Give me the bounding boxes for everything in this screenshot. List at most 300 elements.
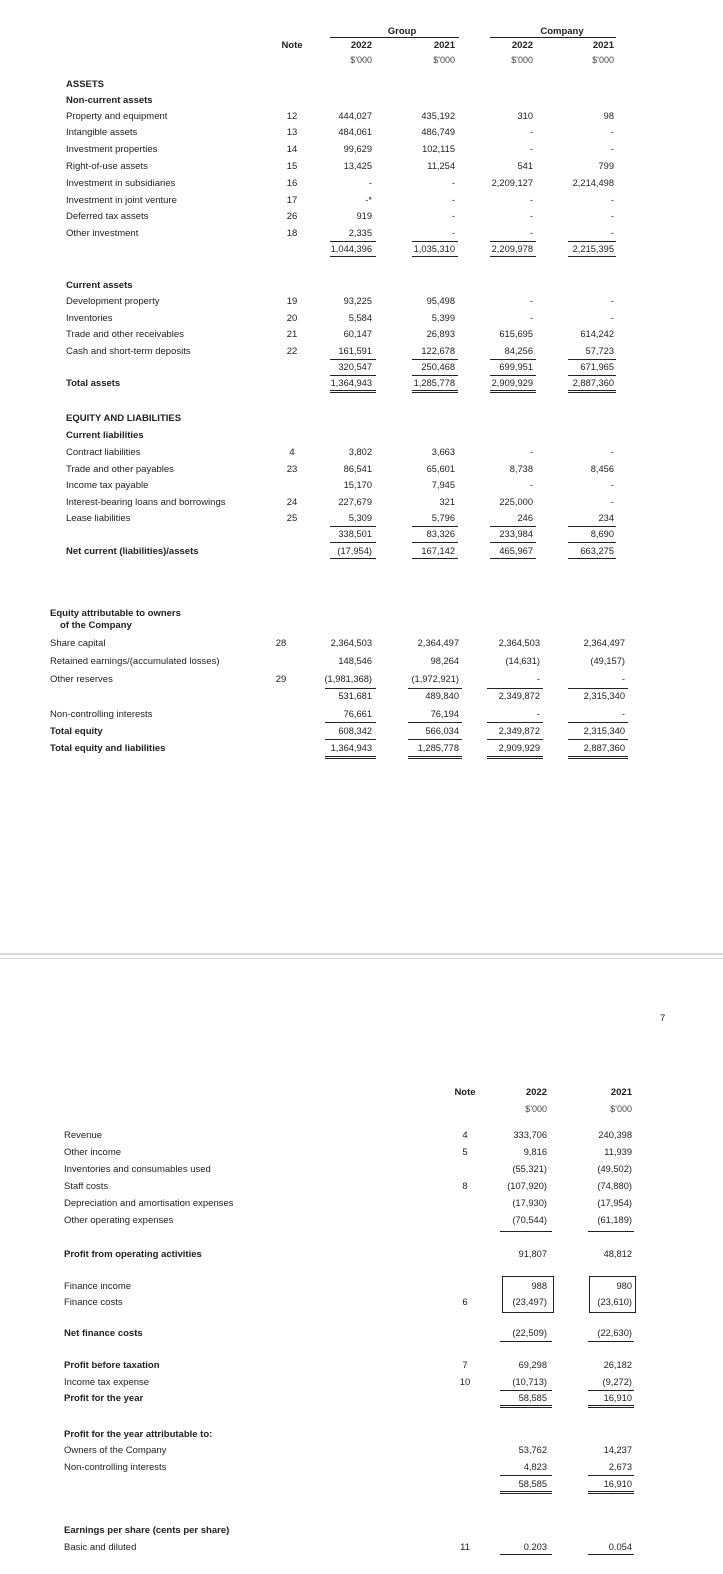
value-cell: 76,661 xyxy=(343,709,372,719)
total-cell: 26,182 xyxy=(603,1360,632,1370)
subtotal-rule xyxy=(490,241,536,242)
value-cell: - xyxy=(529,228,533,238)
value-cell: - xyxy=(610,296,614,306)
row-label: Total equity xyxy=(50,726,103,737)
unit-label: $'000 xyxy=(592,55,614,65)
subtotal-rule xyxy=(588,1231,634,1232)
year-header: 2021 xyxy=(592,40,614,51)
row-label: Other investment xyxy=(66,228,139,239)
total-rule xyxy=(490,392,536,393)
note-ref: 11 xyxy=(460,1542,470,1553)
row-label: Lease liabilities xyxy=(66,513,131,524)
subtotal-rule xyxy=(568,359,616,360)
total-rule xyxy=(487,758,543,759)
value-cell: (1,972,921) xyxy=(411,674,459,684)
total-cell: 58,585 xyxy=(518,1393,547,1403)
value-cell: - xyxy=(451,228,455,238)
value-cell: 4,823 xyxy=(523,1462,547,1472)
note-ref: 10 xyxy=(459,1377,471,1388)
note-header: Note xyxy=(454,1087,476,1098)
year-header: 2022 xyxy=(511,40,533,51)
subtotal-rule xyxy=(490,359,536,360)
subtotal-rule xyxy=(500,1231,552,1232)
value-cell: 615,695 xyxy=(499,329,533,339)
value-cell: 3,802 xyxy=(348,447,372,457)
row-label: Net current (liabilities)/assets xyxy=(66,546,199,557)
subtotal-rule xyxy=(330,375,376,376)
value-cell: 3,663 xyxy=(431,447,455,457)
value-cell: (74,880) xyxy=(597,1181,632,1191)
value-cell: 2,364,497 xyxy=(417,638,459,648)
row-label: Trade and other receivables xyxy=(66,329,184,340)
value-cell: 225,000 xyxy=(499,497,533,507)
note-ref: 23 xyxy=(286,464,298,475)
total-rule xyxy=(568,758,628,759)
subtotal-rule xyxy=(490,256,536,257)
value-cell: (23,610) xyxy=(597,1297,632,1307)
total-cell: 1,285,778 xyxy=(413,378,455,388)
value-cell: 310 xyxy=(517,111,533,121)
subtotal-rule xyxy=(568,722,628,723)
value-cell: -* xyxy=(365,195,372,205)
value-cell: 435,192 xyxy=(421,111,455,121)
section-heading: Equity attributable to owners xyxy=(50,608,181,619)
note-ref: 7 xyxy=(462,1360,468,1371)
total-cell: 566,034 xyxy=(425,726,459,736)
value-cell: (55,321) xyxy=(512,1164,547,1174)
note-ref: 12 xyxy=(286,111,298,122)
subtotal-rule xyxy=(408,722,462,723)
company-header-rule xyxy=(490,37,616,38)
value-cell: - xyxy=(610,144,614,154)
total-rule xyxy=(490,558,536,559)
row-label: Income tax expense xyxy=(64,1377,150,1388)
row-label: Total equity and liabilities xyxy=(50,743,166,754)
total-cell: (22,630) xyxy=(597,1328,632,1338)
value-cell: 148,546 xyxy=(338,656,372,666)
value-cell: - xyxy=(451,178,455,188)
value-cell: (49,502) xyxy=(597,1164,632,1174)
value-cell: - xyxy=(529,313,533,323)
year-header: 2021 xyxy=(610,1087,632,1098)
year-header: 2022 xyxy=(525,1087,547,1098)
value-cell: - xyxy=(529,144,533,154)
value-cell: 2,209,127 xyxy=(491,178,533,188)
total-cell: 48,812 xyxy=(603,1249,632,1259)
note-ref: 24 xyxy=(286,497,298,508)
value-cell: - xyxy=(529,480,533,490)
unit-label: $'000 xyxy=(350,55,372,65)
value-cell: 541 xyxy=(517,161,533,171)
note-ref: 25 xyxy=(286,513,298,524)
row-label: Other income xyxy=(64,1147,122,1158)
unit-label: $'000 xyxy=(433,55,455,65)
total-cell: 1,364,943 xyxy=(330,743,372,753)
note-ref: 8 xyxy=(462,1181,468,1192)
row-label: Finance costs xyxy=(64,1297,123,1308)
value-cell: 5,399 xyxy=(431,313,455,323)
total-rule xyxy=(412,390,458,391)
value-cell: 98,264 xyxy=(430,656,459,666)
total-cell: 167,142 xyxy=(421,546,455,556)
value-cell: 5,796 xyxy=(431,513,455,523)
total-rule xyxy=(408,756,462,757)
value-cell: 57,723 xyxy=(585,346,614,356)
total-cell: 1,035,310 xyxy=(413,244,455,254)
group-header-rule xyxy=(330,37,459,38)
value-cell: (14,631) xyxy=(505,656,540,666)
row-label: Basic and diluted xyxy=(64,1542,137,1553)
note-ref: 20 xyxy=(286,313,298,324)
subtotal-rule xyxy=(568,688,628,689)
subtotal-rule xyxy=(568,241,616,242)
note-ref: 18 xyxy=(286,228,298,239)
note-ref: 17 xyxy=(286,195,298,206)
subtotal-rule xyxy=(325,722,376,723)
total-cell: 16,910 xyxy=(603,1479,632,1489)
value-cell: 2,335 xyxy=(348,228,372,238)
total-rule xyxy=(500,1405,552,1406)
total-cell: 2,909,929 xyxy=(498,743,540,753)
subtotal-rule xyxy=(490,542,536,543)
value-cell: 161,591 xyxy=(338,346,372,356)
subtotal-rule xyxy=(325,739,376,740)
row-label: Development property xyxy=(66,296,160,307)
subtotal-rule xyxy=(568,526,616,527)
row-label: Inventories xyxy=(66,313,113,324)
total-rule xyxy=(568,756,628,757)
value-cell: 95,498 xyxy=(426,296,455,306)
total-rule xyxy=(500,1554,552,1555)
total-cell: 2,349,872 xyxy=(498,726,540,736)
total-rule xyxy=(408,758,462,759)
row-label: Interest-bearing loans and borrowings xyxy=(66,497,226,508)
row-label: Profit before taxation xyxy=(64,1360,160,1371)
total-rule xyxy=(588,1405,634,1406)
total-cell: 699,951 xyxy=(499,362,533,372)
total-cell: 1,285,778 xyxy=(417,743,459,753)
total-cell: 663,275 xyxy=(580,546,614,556)
subtotal-rule xyxy=(487,688,543,689)
value-cell: 2,364,497 xyxy=(583,638,625,648)
value-cell: 234 xyxy=(598,513,614,523)
value-cell: - xyxy=(610,211,614,221)
value-cell: 99,629 xyxy=(343,144,372,154)
value-cell: 333,706 xyxy=(513,1130,547,1140)
value-cell: - xyxy=(529,127,533,137)
total-rule xyxy=(568,392,616,393)
total-cell: 2,909,929 xyxy=(491,378,533,388)
value-cell: 227,679 xyxy=(338,497,372,507)
total-cell: 489,840 xyxy=(425,691,459,701)
value-cell: - xyxy=(621,709,625,719)
row-label: Investment in joint venture xyxy=(66,195,177,206)
page-number: 7 xyxy=(660,1013,666,1024)
row-label: Deferred tax assets xyxy=(66,211,149,222)
value-cell: 246 xyxy=(517,513,533,523)
row-label: Profit from operating activities xyxy=(64,1249,202,1260)
note-ref: 4 xyxy=(462,1130,468,1141)
row-label: Finance income xyxy=(64,1281,132,1292)
row-label: Total assets xyxy=(66,378,121,389)
subsection-heading: Current assets xyxy=(66,280,133,291)
value-cell: 486,749 xyxy=(421,127,455,137)
value-cell: (17,930) xyxy=(512,1198,547,1208)
subtotal-rule xyxy=(330,526,376,527)
value-cell: 980 xyxy=(616,1281,632,1291)
unit-label: $'000 xyxy=(610,1104,632,1114)
value-cell: - xyxy=(529,195,533,205)
subtotal-rule xyxy=(330,542,376,543)
section-heading: ASSETS xyxy=(66,79,105,90)
subtotal-rule xyxy=(330,256,376,257)
value-cell: 76,194 xyxy=(430,709,459,719)
total-rule xyxy=(325,756,376,757)
total-cell: 608,342 xyxy=(338,726,372,736)
subtotal-rule xyxy=(412,241,458,242)
group-header: Group xyxy=(387,26,417,37)
row-label: Investment properties xyxy=(66,144,158,155)
total-cell: 2,349,872 xyxy=(498,691,540,701)
value-cell: - xyxy=(610,447,614,457)
value-cell: 122,678 xyxy=(421,346,455,356)
value-cell: - xyxy=(610,127,614,137)
value-cell: 614,242 xyxy=(580,329,614,339)
total-cell: 671,965 xyxy=(580,362,614,372)
value-cell: 8,456 xyxy=(590,464,614,474)
row-label: Trade and other payables xyxy=(66,464,174,475)
row-label: Revenue xyxy=(64,1130,103,1141)
value-cell: 0.203 xyxy=(523,1542,547,1552)
subtotal-rule xyxy=(330,241,376,242)
value-cell: 11,254 xyxy=(427,161,455,171)
row-label: Inventories and consumables used xyxy=(64,1164,211,1175)
page-separator xyxy=(0,950,723,962)
note-ref: 13 xyxy=(286,127,298,138)
value-cell: - xyxy=(529,211,533,221)
total-rule xyxy=(412,392,458,393)
subtotal-rule xyxy=(487,739,543,740)
note-ref: 28 xyxy=(275,638,287,649)
section-heading: EQUITY AND LIABILITIES xyxy=(66,413,182,424)
total-cell: 16,910 xyxy=(603,1393,632,1403)
subtotal-rule xyxy=(568,739,628,740)
value-cell: - xyxy=(610,195,614,205)
value-cell: 5,584 xyxy=(348,313,372,323)
year-header: 2022 xyxy=(350,40,372,51)
row-label: Non-controlling interests xyxy=(64,1462,167,1473)
value-cell: 799 xyxy=(598,161,614,171)
value-cell: 444,027 xyxy=(338,111,372,121)
value-cell: (107,920) xyxy=(507,1181,547,1191)
total-cell: 2,887,360 xyxy=(572,378,614,388)
note-ref: 15 xyxy=(286,161,298,172)
subtotal-rule xyxy=(490,526,536,527)
row-label: Intangible assets xyxy=(66,127,138,138)
total-cell: (17,954) xyxy=(337,546,372,556)
value-cell: 484,061 xyxy=(338,127,372,137)
subtotal-rule xyxy=(412,375,458,376)
section-heading: of the Company xyxy=(60,620,132,631)
total-cell: 2,315,340 xyxy=(583,691,625,701)
row-label: Property and equipment xyxy=(66,111,168,122)
subtotal-rule xyxy=(325,688,376,689)
note-ref: 29 xyxy=(275,674,287,685)
subtotal-rule xyxy=(330,359,376,360)
value-cell: 2,673 xyxy=(608,1462,632,1472)
row-label: Share capital xyxy=(50,638,106,649)
total-cell: 58,585 xyxy=(518,1479,547,1489)
total-rule xyxy=(588,1407,634,1408)
note-ref: 14 xyxy=(286,144,298,155)
total-cell: 8,690 xyxy=(590,529,614,539)
row-label: Owners of the Company xyxy=(64,1445,167,1456)
value-cell: 8,738 xyxy=(509,464,533,474)
value-cell: - xyxy=(610,313,614,323)
value-cell: 321 xyxy=(439,497,455,507)
unit-label: $'000 xyxy=(511,55,533,65)
note-ref: 16 xyxy=(286,178,298,189)
total-rule xyxy=(588,1554,634,1555)
note-header: Note xyxy=(281,40,303,51)
value-cell: - xyxy=(451,211,455,221)
value-cell: 9,816 xyxy=(523,1147,547,1157)
row-label: Cash and short-term deposits xyxy=(66,346,191,357)
value-cell: - xyxy=(368,178,372,188)
row-label: Income tax payable xyxy=(66,480,149,491)
total-rule xyxy=(330,392,376,393)
value-cell: - xyxy=(451,195,455,205)
value-cell: 15,170 xyxy=(343,480,372,490)
subsection-heading: Non-current assets xyxy=(66,95,153,106)
row-label: Retained earnings/(accumulated losses) xyxy=(50,656,220,667)
value-cell: 5,309 xyxy=(348,513,372,523)
subtotal-rule xyxy=(408,739,462,740)
value-cell: 2,364,503 xyxy=(330,638,372,648)
value-cell: - xyxy=(529,296,533,306)
total-cell: 320,547 xyxy=(338,362,372,372)
subtotal-rule xyxy=(588,1475,634,1476)
note-ref: 22 xyxy=(286,346,298,357)
subtotal-rule xyxy=(487,722,543,723)
unit-label: $'000 xyxy=(525,1104,547,1114)
value-cell: 60,147 xyxy=(343,329,372,339)
subtotal-rule xyxy=(412,256,458,257)
value-cell: - xyxy=(536,674,540,684)
total-rule xyxy=(330,390,376,391)
row-label: Staff costs xyxy=(64,1181,109,1192)
subsection-heading: Current liabilities xyxy=(66,430,144,441)
total-rule xyxy=(588,1491,634,1492)
subtotal-rule xyxy=(412,359,458,360)
row-label: Contract liabilities xyxy=(66,447,141,458)
value-cell: (1,981,368) xyxy=(324,674,372,684)
total-cell: 91,807 xyxy=(518,1249,547,1259)
subtotal-rule xyxy=(408,688,462,689)
total-cell: 250,468 xyxy=(421,362,455,372)
value-cell: 919 xyxy=(356,211,372,221)
note-ref: 6 xyxy=(462,1297,468,1308)
value-cell: (61,189) xyxy=(597,1215,632,1225)
subtotal-rule xyxy=(412,526,458,527)
section-heading: Profit for the year attributable to: xyxy=(64,1429,213,1440)
subtotal-rule xyxy=(500,1390,552,1391)
row-label: Right-of-use assets xyxy=(66,161,148,172)
value-cell: 14,237 xyxy=(603,1445,632,1455)
value-cell: 98 xyxy=(603,111,614,121)
value-cell: 65,601 xyxy=(426,464,455,474)
total-cell: 83,326 xyxy=(426,529,455,539)
subtotal-rule xyxy=(568,256,616,257)
total-cell: 2,209,978 xyxy=(491,244,533,254)
row-label: Net finance costs xyxy=(64,1328,143,1339)
note-ref: 4 xyxy=(289,447,295,458)
subtotal-rule xyxy=(588,1390,634,1391)
value-cell: (23,497) xyxy=(512,1297,547,1307)
value-cell: 13,425 xyxy=(343,161,372,171)
value-cell: - xyxy=(610,497,614,507)
value-cell: 11,939 xyxy=(604,1147,632,1157)
subtotal-rule xyxy=(490,375,536,376)
row-label: Profit for the year xyxy=(64,1393,144,1404)
value-cell: - xyxy=(529,447,533,457)
subtotal-rule xyxy=(568,542,616,543)
section-heading: Earnings per share (cents per share) xyxy=(64,1525,230,1536)
value-cell: 86,541 xyxy=(343,464,372,474)
total-cell: 2,315,340 xyxy=(583,726,625,736)
total-cell: (22,509) xyxy=(512,1328,547,1338)
subtotal-rule xyxy=(588,1341,634,1342)
total-cell: 338,501 xyxy=(338,529,372,539)
value-cell: 84,256 xyxy=(504,346,533,356)
value-cell: (10,713) xyxy=(512,1377,547,1387)
total-cell: 1,044,396 xyxy=(330,244,372,254)
total-cell: 2,215,395 xyxy=(572,244,614,254)
total-rule xyxy=(325,758,376,759)
note-ref: 19 xyxy=(286,296,298,307)
value-cell: - xyxy=(610,228,614,238)
company-header: Company xyxy=(540,26,584,37)
total-rule xyxy=(490,390,536,391)
value-cell: 7,945 xyxy=(431,480,455,490)
value-cell: (49,157) xyxy=(590,656,625,666)
total-rule xyxy=(588,1493,634,1494)
value-cell: 2,364,503 xyxy=(498,638,540,648)
value-cell: (70,544) xyxy=(512,1215,547,1225)
year-header: 2021 xyxy=(433,40,455,51)
total-cell: 69,298 xyxy=(518,1360,547,1370)
total-cell: 233,984 xyxy=(499,529,533,539)
row-label: Other operating expenses xyxy=(64,1215,174,1226)
note-ref: 21 xyxy=(286,329,298,340)
value-cell: 53,762 xyxy=(518,1445,547,1455)
value-cell: 2,214,498 xyxy=(572,178,614,188)
value-cell: 93,225 xyxy=(343,296,372,306)
value-cell: 240,398 xyxy=(598,1130,632,1140)
value-cell: 0.054 xyxy=(608,1542,632,1552)
total-rule xyxy=(568,558,616,559)
subtotal-rule xyxy=(500,1341,552,1342)
total-rule xyxy=(568,390,616,391)
value-cell: - xyxy=(536,709,540,719)
total-cell: 2,887,360 xyxy=(583,743,625,753)
note-ref: 26 xyxy=(286,211,298,222)
value-cell: - xyxy=(610,480,614,490)
total-rule xyxy=(330,558,376,559)
note-ref: 5 xyxy=(462,1147,468,1158)
subtotal-rule xyxy=(500,1475,552,1476)
row-label: Other reserves xyxy=(50,674,113,685)
